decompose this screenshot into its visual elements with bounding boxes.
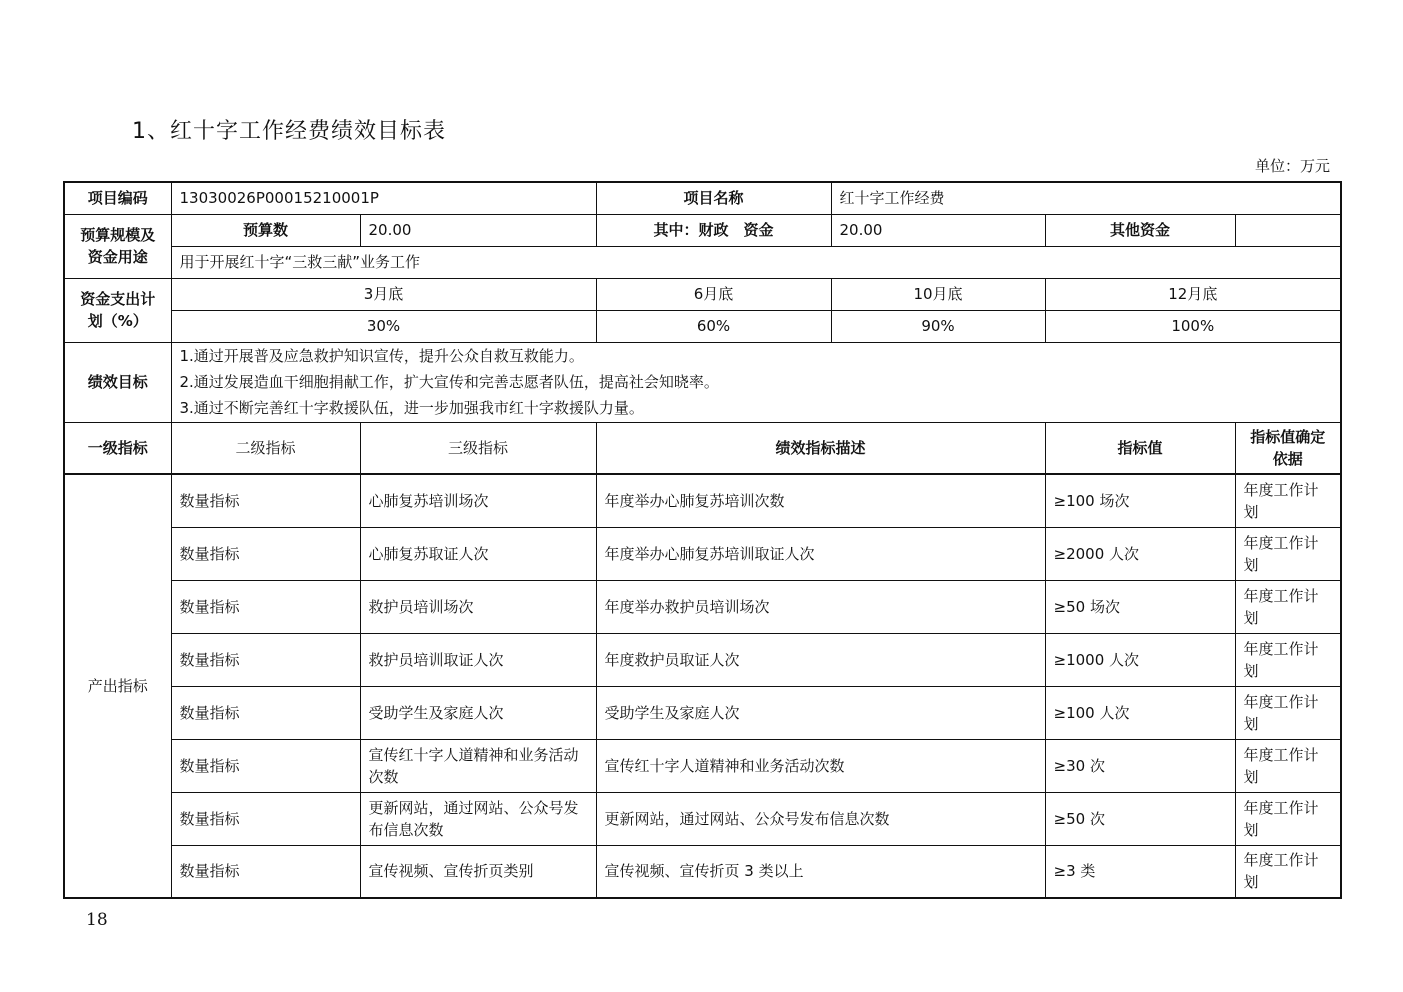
goals-row xyxy=(64,342,1341,422)
level3-cell: 心肺复苏培训场次 xyxy=(360,474,596,527)
level2-cell: 数量指标 xyxy=(171,686,360,739)
description-cell: 更新网站，通过网站、公众号发布信息次数 xyxy=(596,792,1045,845)
level2-cell: 数量指标 xyxy=(171,845,360,898)
plan-period: 12月底 xyxy=(1045,278,1341,310)
indicator-header-row xyxy=(64,422,1341,474)
value-cell: ≥50 次 xyxy=(1045,792,1235,845)
value-cell: ≥100 人次 xyxy=(1045,686,1235,739)
header-level1: 一级指标 xyxy=(64,422,171,474)
project-name-label: 项目名称 xyxy=(596,182,831,214)
description-cell: 年度举办心肺复苏培训取证人次 xyxy=(596,527,1045,580)
table-row xyxy=(64,527,1341,580)
level2-cell: 数量指标 xyxy=(171,739,360,792)
other-funds-value xyxy=(1235,214,1341,246)
plan-period: 6月底 xyxy=(596,278,831,310)
fiscal-value: 20.00 xyxy=(831,214,1045,246)
basis-cell: 年度工作计划 xyxy=(1235,527,1341,580)
description-cell: 宣传红十字人道精神和业务活动次数 xyxy=(596,739,1045,792)
table-row xyxy=(64,580,1341,633)
level1-indicator: 产出指标 xyxy=(64,474,171,898)
level3-cell: 救护员培训取证人次 xyxy=(360,633,596,686)
value-cell: ≥30 次 xyxy=(1045,739,1235,792)
header-basis: 指标值确定依据 xyxy=(1235,422,1341,474)
value-cell: ≥3 类 xyxy=(1045,845,1235,898)
plan-value: 90% xyxy=(831,310,1045,342)
value-cell: ≥2000 人次 xyxy=(1045,527,1235,580)
project-row xyxy=(64,182,1341,214)
budget-value: 20.00 xyxy=(360,214,596,246)
plan-period-row xyxy=(64,278,1341,310)
usage-row xyxy=(64,246,1341,278)
table-row xyxy=(64,633,1341,686)
fiscal-label: 其中：财政 资金 xyxy=(596,214,831,246)
goal-item: 2.通过发展造血干细胞捐献工作，扩大宣传和完善志愿者队伍，提高社会知晓率。 xyxy=(179,373,719,391)
level2-cell: 数量指标 xyxy=(171,580,360,633)
description-cell: 宣传视频、宣传折页 3 类以上 xyxy=(596,845,1045,898)
level2-cell: 数量指标 xyxy=(171,527,360,580)
goals-label: 绩效目标 xyxy=(64,342,171,422)
table-row xyxy=(64,792,1341,845)
header-level3: 三级指标 xyxy=(360,422,596,474)
plan-value-row xyxy=(64,310,1341,342)
level2-cell: 数量指标 xyxy=(171,474,360,527)
plan-period: 3月底 xyxy=(171,278,596,310)
description-cell: 年度救护员取证人次 xyxy=(596,633,1045,686)
project-name: 红十字工作经费 xyxy=(831,182,1341,214)
budget-row xyxy=(64,214,1341,246)
level3-cell: 受助学生及家庭人次 xyxy=(360,686,596,739)
header-description: 绩效指标描述 xyxy=(596,422,1045,474)
goal-item: 3.通过不断完善红十字救援队伍，进一步加强我市红十字救援队力量。 xyxy=(179,399,644,417)
project-code-label: 项目编码 xyxy=(64,182,171,214)
header-value: 指标值 xyxy=(1045,422,1235,474)
table-row xyxy=(64,686,1341,739)
basis-cell: 年度工作计划 xyxy=(1235,845,1341,898)
basis-cell: 年度工作计划 xyxy=(1235,686,1341,739)
plan-label: 资金支出计划（%） xyxy=(64,278,171,342)
budget-scale-label: 预算规模及资金用途 xyxy=(64,214,171,278)
level3-cell: 宣传视频、宣传折页类别 xyxy=(360,845,596,898)
project-code: 13030026P00015210001P xyxy=(171,182,596,214)
performance-table xyxy=(63,181,1342,899)
basis-cell: 年度工作计划 xyxy=(1235,474,1341,527)
plan-period: 10月底 xyxy=(831,278,1045,310)
description-cell: 年度举办救护员培训场次 xyxy=(596,580,1045,633)
plan-value: 60% xyxy=(596,310,831,342)
other-funds-label: 其他资金 xyxy=(1045,214,1235,246)
header-level2: 二级指标 xyxy=(171,422,360,474)
basis-cell: 年度工作计划 xyxy=(1235,739,1341,792)
level3-cell: 宣传红十字人道精神和业务活动次数 xyxy=(360,739,596,792)
level3-cell: 心肺复苏取证人次 xyxy=(360,527,596,580)
level2-cell: 数量指标 xyxy=(171,792,360,845)
level3-cell: 救护员培训场次 xyxy=(360,580,596,633)
table-row xyxy=(64,474,1341,527)
value-cell: ≥1000 人次 xyxy=(1045,633,1235,686)
value-cell: ≥50 场次 xyxy=(1045,580,1235,633)
plan-value: 100% xyxy=(1045,310,1341,342)
table-row xyxy=(64,845,1341,898)
basis-cell: 年度工作计划 xyxy=(1235,792,1341,845)
page-number: 18 xyxy=(86,910,108,930)
description-cell: 年度举办心肺复苏培训次数 xyxy=(596,474,1045,527)
basis-cell: 年度工作计划 xyxy=(1235,580,1341,633)
level3-cell: 更新网站，通过网站、公众号发布信息次数 xyxy=(360,792,596,845)
basis-cell: 年度工作计划 xyxy=(1235,633,1341,686)
budget-label: 预算数 xyxy=(171,214,360,246)
table-row xyxy=(64,739,1341,792)
goals-list xyxy=(171,342,1341,422)
budget-usage: 用于开展红十字“三救三献”业务工作 xyxy=(171,246,1341,278)
plan-value: 30% xyxy=(171,310,596,342)
unit-label: 单位：万元 xyxy=(1254,157,1330,175)
goal-item: 1.通过开展普及应急救护知识宣传，提升公众自救互救能力。 xyxy=(179,347,584,365)
page-title: 1、红十字工作经费绩效目标表 xyxy=(132,119,446,144)
value-cell: ≥100 场次 xyxy=(1045,474,1235,527)
description-cell: 受助学生及家庭人次 xyxy=(596,686,1045,739)
level2-cell: 数量指标 xyxy=(171,633,360,686)
